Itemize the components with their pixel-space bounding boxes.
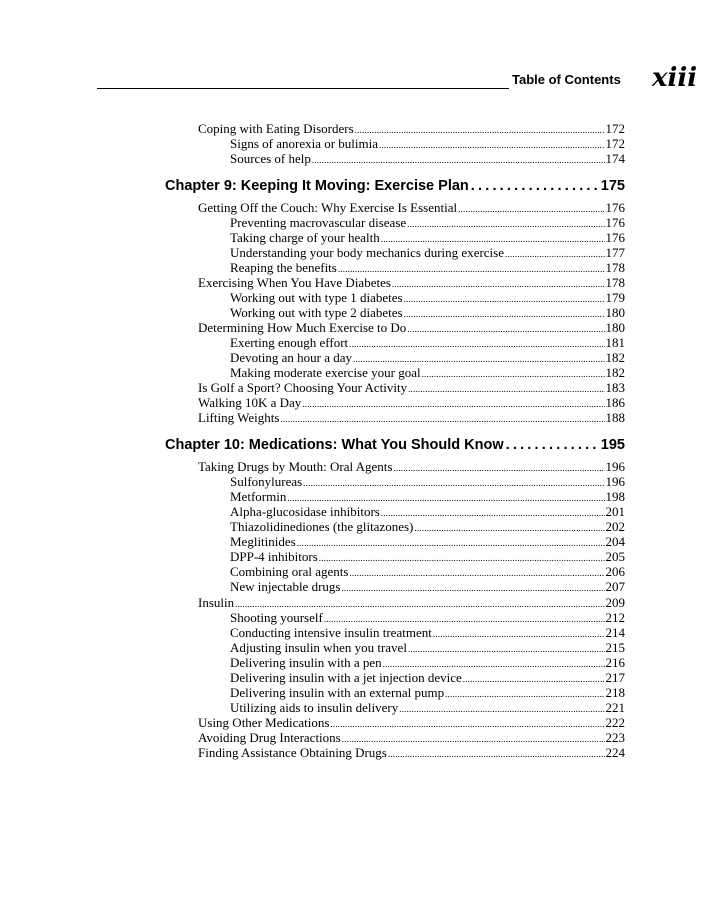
toc-entry-title: Conducting intensive insulin treatment: [230, 625, 432, 640]
toc-entry-title: Metformin: [230, 489, 287, 504]
toc-entry-title: Finding Assistance Obtaining Drugs: [198, 745, 387, 760]
toc-entry-page: 201: [605, 504, 625, 519]
chapter-page: 195: [600, 437, 625, 453]
toc-entry-title: Alpha-glucosidase inhibitors: [230, 504, 380, 519]
toc-entry-title: Taking Drugs by Mouth: Oral Agents: [198, 459, 393, 474]
toc-entry-page: 183: [605, 380, 625, 395]
toc-entry-title: Using Other Medications: [198, 715, 330, 730]
toc-entry-page: 196: [605, 459, 625, 474]
toc-entry-page: 212: [605, 610, 625, 625]
toc-entry-title: DPP-4 inhibitors: [230, 549, 318, 564]
toc-entry-title: Shooting yourself: [230, 610, 323, 625]
toc-entry-page: 172: [605, 136, 625, 151]
toc-entry-page: 206: [605, 564, 625, 579]
toc-entry-page: 182: [605, 365, 625, 380]
page-number: xiii: [652, 63, 698, 93]
toc-entry-title: Sulfonylureas: [230, 474, 303, 489]
toc-entry-title: Is Golf a Sport? Choosing Your Activity: [198, 380, 408, 395]
toc-entry-page: 176: [605, 215, 625, 230]
toc-entry-title: Understanding your body mechanics during exercise: [230, 245, 505, 260]
toc-entry-page: 188: [605, 410, 625, 425]
toc-entry-page: 198: [605, 489, 625, 504]
dot-leader: [312, 153, 605, 168]
toc-entry-title: Utilizing aids to insulin delivery: [230, 700, 399, 715]
toc-entry-page: 177: [605, 245, 625, 260]
toc-entry-title: Combining oral agents: [230, 564, 349, 579]
toc-entry-page: 215: [605, 640, 625, 655]
toc-entry-page: 186: [605, 395, 625, 410]
dot-leader: [280, 412, 604, 427]
toc-entry-title: Working out with type 1 diabetes: [230, 290, 403, 305]
toc-entry-page: 178: [605, 260, 625, 275]
toc-entry-title: Coping with Eating Disorders: [198, 121, 354, 136]
toc-section-entry[interactable]: [198, 745, 625, 762]
toc-entry-page: 218: [605, 685, 625, 700]
toc-entry-page: 205: [605, 549, 625, 564]
toc-entry-title: Working out with type 2 diabetes: [230, 305, 403, 320]
header-rule: [97, 88, 509, 89]
toc-entry-page: 204: [605, 534, 625, 549]
toc-entry-page: 180: [605, 305, 625, 320]
toc-entry-title: Avoiding Drug Interactions: [198, 730, 341, 745]
toc-entry-title: Walking 10K a Day: [198, 395, 302, 410]
toc-entry-title: Preventing macrovascular disease: [230, 215, 407, 230]
toc-entry-title: Adjusting insulin when you travel: [230, 640, 407, 655]
toc-entry-page: 172: [605, 121, 625, 136]
toc-entry-title: Devoting an hour a day: [230, 350, 353, 365]
toc-entry-page: 216: [605, 655, 625, 670]
chapter-page: 175: [600, 178, 625, 194]
toc-entry-page: 196: [605, 474, 625, 489]
toc-subsection-entry[interactable]: [230, 579, 625, 596]
dot-leader: [388, 747, 605, 762]
toc-entry-page: 221: [605, 700, 625, 715]
toc-entry-page: 179: [605, 290, 625, 305]
toc-entry-page: 180: [605, 320, 625, 335]
toc-entry-page: 202: [605, 519, 625, 534]
toc-entry-title: Delivering insulin with a pen: [230, 655, 382, 670]
toc-entry-page: 209: [605, 595, 625, 610]
toc-entry-title: Signs of anorexia or bulimia: [230, 136, 379, 151]
toc-entry-title: Delivering insulin with an external pump: [230, 685, 445, 700]
toc-entry-title: Insulin: [198, 595, 235, 610]
toc-entry-title: Getting Off the Couch: Why Exercise Is Essential: [198, 200, 458, 215]
toc-entry-title: Making moderate exercise your goal: [230, 365, 421, 380]
toc-section-entry[interactable]: [198, 410, 625, 427]
toc-subsection-entry[interactable]: [230, 151, 625, 168]
toc-entry-title: Reaping the benefits: [230, 260, 337, 275]
toc-entry-page: 224: [605, 745, 625, 760]
chapter-10-heading[interactable]: [165, 436, 625, 454]
toc-entry-page: 217: [605, 670, 625, 685]
toc-entry-title: Lifting Weights: [198, 410, 280, 425]
toc-entry-page: 214: [605, 625, 625, 640]
toc-entry-title: Delivering insulin with a jet injection device: [230, 670, 462, 685]
dot-leader: [506, 436, 599, 454]
toc-entry-page: 223: [605, 730, 625, 745]
toc-entry-page: 181: [605, 335, 625, 350]
chapter-9-heading[interactable]: [165, 177, 625, 195]
toc-entry-page: 222: [605, 715, 625, 730]
toc-entry-page: 176: [605, 230, 625, 245]
toc-entry-title: Thiazolidinediones (the glitazones): [230, 519, 414, 534]
toc-entry-title: Determining How Much Exercise to Do: [198, 320, 407, 335]
toc-entry-page: 174: [605, 151, 625, 166]
toc-entry-page: 182: [605, 350, 625, 365]
toc-entry-title: New injectable drugs: [230, 579, 341, 594]
chapter-title: Chapter 10: Medications: What You Should Know: [165, 437, 504, 453]
toc-entry-page: 178: [605, 275, 625, 290]
chapter-title: Chapter 9: Keeping It Moving: Exercise Plan: [165, 178, 469, 194]
toc-entry-title: Meglitinides: [230, 534, 296, 549]
dot-leader: [341, 581, 604, 596]
dot-leader: [471, 177, 599, 195]
toc-entry-page: 176: [605, 200, 625, 215]
toc-entry-title: Taking charge of your health: [230, 230, 380, 245]
toc-entry-title: Exercising When You Have Diabetes: [198, 275, 391, 290]
toc-entry-page: 207: [605, 579, 625, 594]
toc-entry-title: Exerting enough effort: [230, 335, 349, 350]
toc-entry-title: Sources of help: [230, 151, 311, 166]
running-head-title: Table of Contents: [512, 72, 621, 87]
